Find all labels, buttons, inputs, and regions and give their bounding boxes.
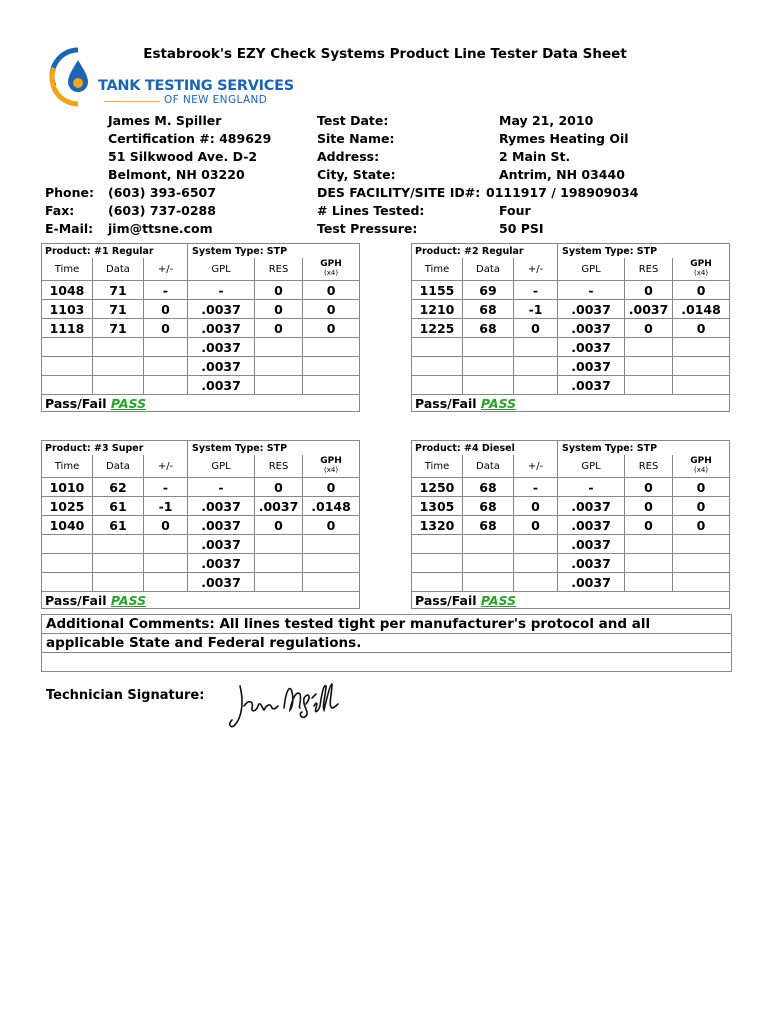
- col-plus-minus: +/-: [514, 455, 558, 478]
- table-row: [42, 376, 360, 395]
- col-time: Time: [412, 455, 463, 478]
- technician-labels: [45, 112, 94, 238]
- col-gph-unit: (x4): [324, 269, 339, 277]
- table-row: [412, 554, 730, 573]
- product-label: Product: #2 Regular: [412, 244, 558, 259]
- col-gph: [303, 258, 360, 281]
- table-cell: 0: [303, 478, 360, 497]
- pass-fail: [42, 592, 360, 609]
- table-cell: 0: [673, 516, 730, 535]
- col-res: RES: [625, 455, 673, 478]
- table-cell: 61: [93, 516, 144, 535]
- table-cell: 1025: [42, 497, 93, 516]
- system-type: System Type: STP: [558, 441, 730, 456]
- col-data: Data: [463, 455, 514, 478]
- email: jim@ttsne.com: [108, 221, 213, 236]
- table-cell: [412, 357, 463, 376]
- col-gph-label: GPH: [320, 456, 342, 466]
- table-cell: .0037: [558, 516, 625, 535]
- table-row: [412, 376, 730, 395]
- facility-id: 0111917 / 198909034: [486, 185, 639, 200]
- table-cell: 0: [673, 478, 730, 497]
- city: Belmont, NH 03220: [108, 167, 245, 182]
- table-cell: [514, 554, 558, 573]
- site-name-label: Site Name:: [317, 131, 395, 146]
- table-cell: .0037: [255, 497, 303, 516]
- table-cell: [303, 357, 360, 376]
- table-cell: 0: [625, 281, 673, 300]
- table-cell: .0037: [188, 554, 255, 573]
- table-cell: .0037: [558, 573, 625, 592]
- city-state: Antrim, NH 03440: [499, 167, 625, 182]
- table-cell: .0037: [625, 300, 673, 319]
- table-cell: .0037: [188, 319, 255, 338]
- table-cell: [514, 573, 558, 592]
- table-cell: [673, 573, 730, 592]
- table-cell: [144, 535, 188, 554]
- table-cell: [303, 338, 360, 357]
- table-cell: [255, 338, 303, 357]
- street: 51 Silkwood Ave. D-2: [108, 149, 258, 164]
- col-gph-label: GPH: [320, 259, 342, 269]
- technician-info: [108, 112, 271, 238]
- col-gph: [673, 258, 730, 281]
- table-cell: [673, 376, 730, 395]
- table-cell: [625, 573, 673, 592]
- table-cell: 0: [303, 516, 360, 535]
- table-cell: [514, 357, 558, 376]
- table-cell: 0: [625, 497, 673, 516]
- col-gpl: GPL: [188, 258, 255, 281]
- table-cell: 68: [463, 516, 514, 535]
- table-cell: 62: [93, 478, 144, 497]
- table-cell: -: [514, 478, 558, 497]
- table-cell: .0037: [188, 376, 255, 395]
- city-state-label: City, State:: [317, 167, 396, 182]
- table-cell: [463, 535, 514, 554]
- table-cell: 61: [93, 497, 144, 516]
- col-plus-minus: +/-: [144, 455, 188, 478]
- table-cell: .0037: [558, 535, 625, 554]
- pass-fail-label: Pass/Fail: [415, 592, 477, 608]
- table-row: [412, 300, 730, 319]
- table-row: [42, 516, 360, 535]
- table-cell: 0: [255, 300, 303, 319]
- table-cell: .0037: [188, 573, 255, 592]
- col-data: Data: [93, 258, 144, 281]
- table-cell: [514, 376, 558, 395]
- col-time: Time: [42, 258, 93, 281]
- table-cell: [255, 535, 303, 554]
- table-cell: 0: [625, 516, 673, 535]
- table-cell: [93, 573, 144, 592]
- pass-fail-label: Pass/Fail: [45, 592, 107, 608]
- table-cell: [303, 554, 360, 573]
- table-cell: [412, 554, 463, 573]
- table-cell: -: [514, 281, 558, 300]
- table-cell: 0: [303, 281, 360, 300]
- email-label: E-Mail:: [45, 221, 94, 236]
- facility-id-label: DES FACILITY/SITE ID#:: [317, 185, 481, 200]
- table-cell: -: [558, 478, 625, 497]
- table-row: [42, 554, 360, 573]
- table-cell: .0037: [558, 319, 625, 338]
- table-cell: 1210: [412, 300, 463, 319]
- table-cell: .0037: [188, 357, 255, 376]
- table-cell: [463, 357, 514, 376]
- pass-fail-result: PASS: [480, 592, 517, 608]
- table-cell: [255, 573, 303, 592]
- table-cell: 69: [463, 281, 514, 300]
- table-cell: .0148: [303, 497, 360, 516]
- col-gph-unit: (x4): [324, 466, 339, 474]
- table-cell: [255, 357, 303, 376]
- table-cell: [93, 357, 144, 376]
- lines-tested-label: # Lines Tested:: [317, 203, 425, 218]
- table-row: [412, 573, 730, 592]
- company-logo: [48, 46, 294, 110]
- table-cell: 0: [514, 319, 558, 338]
- table-cell: [303, 376, 360, 395]
- comments-box: [41, 614, 732, 672]
- table-cell: [625, 357, 673, 376]
- table-cell: 1225: [412, 319, 463, 338]
- technician-signature: [226, 672, 346, 732]
- table-cell: [412, 338, 463, 357]
- table-cell: .0037: [188, 535, 255, 554]
- pass-fail: [412, 395, 730, 412]
- table-cell: -1: [144, 497, 188, 516]
- table-row: [42, 357, 360, 376]
- address-label: Address:: [317, 149, 380, 164]
- pass-fail: [42, 395, 360, 412]
- table-cell: [514, 338, 558, 357]
- table-cell: [303, 573, 360, 592]
- product-label: Product: #1 Regular: [42, 244, 188, 259]
- table-cell: [463, 573, 514, 592]
- col-plus-minus: +/-: [514, 258, 558, 281]
- logo-subtitle: OF NEW ENGLAND: [164, 94, 268, 106]
- table-cell: [463, 376, 514, 395]
- table-cell: 0: [514, 516, 558, 535]
- table-cell: .0037: [558, 300, 625, 319]
- table-cell: .0037: [188, 516, 255, 535]
- table-cell: 0: [144, 300, 188, 319]
- table-row: [412, 535, 730, 554]
- table-cell: [625, 554, 673, 573]
- table-cell: 0: [673, 497, 730, 516]
- col-gph: [303, 455, 360, 478]
- table-cell: [93, 376, 144, 395]
- comments-line-2: applicable State and Federal regulations.: [42, 634, 732, 653]
- table-cell: 71: [93, 281, 144, 300]
- table-cell: [303, 535, 360, 554]
- pass-fail-label: Pass/Fail: [45, 395, 107, 411]
- pass-fail-label: Pass/Fail: [415, 395, 477, 411]
- col-res: RES: [625, 258, 673, 281]
- table-cell: [463, 554, 514, 573]
- table-cell: [42, 554, 93, 573]
- table-cell: [42, 573, 93, 592]
- table-cell: -: [188, 478, 255, 497]
- table-cell: 0: [144, 516, 188, 535]
- technician-name: James M. Spiller: [108, 113, 222, 128]
- table-cell: [255, 376, 303, 395]
- table-cell: [42, 535, 93, 554]
- table-cell: .0148: [673, 300, 730, 319]
- table-cell: [673, 357, 730, 376]
- test-date: May 21, 2010: [499, 113, 594, 128]
- table-cell: .0037: [188, 497, 255, 516]
- table-cell: [514, 535, 558, 554]
- address: 2 Main St.: [499, 149, 571, 164]
- test-labels: [317, 112, 480, 238]
- table-cell: 71: [93, 319, 144, 338]
- test-date-label: Test Date:: [317, 113, 389, 128]
- product-table: [41, 440, 360, 609]
- table-cell: 1155: [412, 281, 463, 300]
- pass-fail: [412, 592, 730, 609]
- system-type: System Type: STP: [558, 244, 730, 259]
- col-time: Time: [42, 455, 93, 478]
- table-cell: [144, 357, 188, 376]
- col-res: RES: [255, 455, 303, 478]
- table-cell: [93, 535, 144, 554]
- table-row: [42, 281, 360, 300]
- site-name: Rymes Heating Oil: [499, 131, 629, 146]
- logo-divider: [104, 101, 160, 102]
- table-row: [42, 300, 360, 319]
- table-cell: [144, 554, 188, 573]
- test-pressure-label: Test Pressure:: [317, 221, 418, 236]
- table-cell: [42, 357, 93, 376]
- lines-tested: Four: [499, 203, 531, 218]
- table-cell: 0: [303, 300, 360, 319]
- table-row: [42, 573, 360, 592]
- table-cell: [93, 554, 144, 573]
- table-cell: 0: [255, 319, 303, 338]
- table-cell: 1040: [42, 516, 93, 535]
- table-cell: 68: [463, 478, 514, 497]
- product-label: Product: #4 Diesel: [412, 441, 558, 456]
- table-cell: [42, 338, 93, 357]
- table-cell: -1: [514, 300, 558, 319]
- system-type: System Type: STP: [188, 441, 360, 456]
- table-cell: 1103: [42, 300, 93, 319]
- table-cell: .0037: [558, 357, 625, 376]
- table-cell: [673, 554, 730, 573]
- table-row: [412, 338, 730, 357]
- table-cell: -: [558, 281, 625, 300]
- col-data: Data: [463, 258, 514, 281]
- table-cell: 1305: [412, 497, 463, 516]
- table-row: [412, 478, 730, 497]
- table-cell: 68: [463, 319, 514, 338]
- table-cell: [625, 338, 673, 357]
- table-cell: [255, 554, 303, 573]
- table-cell: 0: [514, 497, 558, 516]
- page-title: Estabrook's EZY Check Systems Product Line Tester Data Sheet: [143, 46, 627, 62]
- fax: (603) 737-0288: [108, 203, 216, 218]
- table-cell: 0: [144, 319, 188, 338]
- table-cell: 0: [303, 319, 360, 338]
- table-row: [412, 357, 730, 376]
- table-cell: [144, 338, 188, 357]
- col-gpl: GPL: [188, 455, 255, 478]
- col-gph-unit: (x4): [694, 269, 709, 277]
- phone-label: Phone:: [45, 185, 95, 200]
- col-gph-unit: (x4): [694, 466, 709, 474]
- col-plus-minus: +/-: [144, 258, 188, 281]
- logo-name: TANK TESTING SERVICES: [98, 78, 294, 94]
- comments-line-1: Additional Comments: All lines tested tight per manufacturer's protocol and all: [42, 615, 732, 634]
- table-cell: [412, 573, 463, 592]
- table-cell: [144, 573, 188, 592]
- table-row: [412, 281, 730, 300]
- table-cell: 0: [673, 281, 730, 300]
- col-time: Time: [412, 258, 463, 281]
- table-cell: [625, 535, 673, 554]
- table-cell: -: [188, 281, 255, 300]
- pass-fail-result: PASS: [480, 395, 517, 411]
- table-cell: [412, 535, 463, 554]
- test-values: [486, 112, 639, 238]
- table-cell: 0: [255, 478, 303, 497]
- phone: (603) 393-6507: [108, 185, 216, 200]
- table-cell: [144, 376, 188, 395]
- table-cell: .0037: [188, 300, 255, 319]
- table-cell: 0: [255, 516, 303, 535]
- table-cell: 1320: [412, 516, 463, 535]
- col-gph: [673, 455, 730, 478]
- table-row: [412, 516, 730, 535]
- table-cell: 1250: [412, 478, 463, 497]
- table-row: [412, 319, 730, 338]
- table-cell: .0037: [558, 497, 625, 516]
- table-row: [42, 535, 360, 554]
- table-row: [42, 478, 360, 497]
- table-cell: 71: [93, 300, 144, 319]
- pass-fail-result: PASS: [110, 592, 147, 608]
- pass-fail-result: PASS: [110, 395, 147, 411]
- fax-label: Fax:: [45, 203, 75, 218]
- table-cell: .0037: [558, 376, 625, 395]
- table-cell: 0: [255, 281, 303, 300]
- col-res: RES: [255, 258, 303, 281]
- col-gpl: GPL: [558, 258, 625, 281]
- certification: Certification #: 489629: [108, 131, 272, 146]
- table-cell: -: [144, 281, 188, 300]
- col-gph-label: GPH: [690, 259, 712, 269]
- table-row: [42, 319, 360, 338]
- product-table: [41, 243, 360, 412]
- table-cell: [625, 376, 673, 395]
- table-cell: [42, 376, 93, 395]
- table-cell: 1010: [42, 478, 93, 497]
- table-cell: 0: [673, 319, 730, 338]
- col-gpl: GPL: [558, 455, 625, 478]
- table-cell: 0: [625, 319, 673, 338]
- product-table: [411, 440, 730, 609]
- col-data: Data: [93, 455, 144, 478]
- comments-line-3: [42, 653, 732, 672]
- table-cell: .0037: [188, 338, 255, 357]
- table-cell: [463, 338, 514, 357]
- table-row: [412, 497, 730, 516]
- table-cell: 0: [625, 478, 673, 497]
- table-cell: 1048: [42, 281, 93, 300]
- table-cell: [673, 338, 730, 357]
- test-pressure: 50 PSI: [499, 221, 544, 236]
- table-cell: [412, 376, 463, 395]
- table-cell: 68: [463, 497, 514, 516]
- table-cell: 68: [463, 300, 514, 319]
- system-type: System Type: STP: [188, 244, 360, 259]
- signature-label: Technician Signature:: [46, 688, 205, 703]
- product-label: Product: #3 Super: [42, 441, 188, 456]
- table-row: [42, 338, 360, 357]
- table-cell: .0037: [558, 554, 625, 573]
- table-cell: 1118: [42, 319, 93, 338]
- col-gph-label: GPH: [690, 456, 712, 466]
- table-cell: [673, 535, 730, 554]
- product-table: [411, 243, 730, 412]
- table-cell: -: [144, 478, 188, 497]
- table-cell: .0037: [558, 338, 625, 357]
- table-row: [42, 497, 360, 516]
- table-cell: [93, 338, 144, 357]
